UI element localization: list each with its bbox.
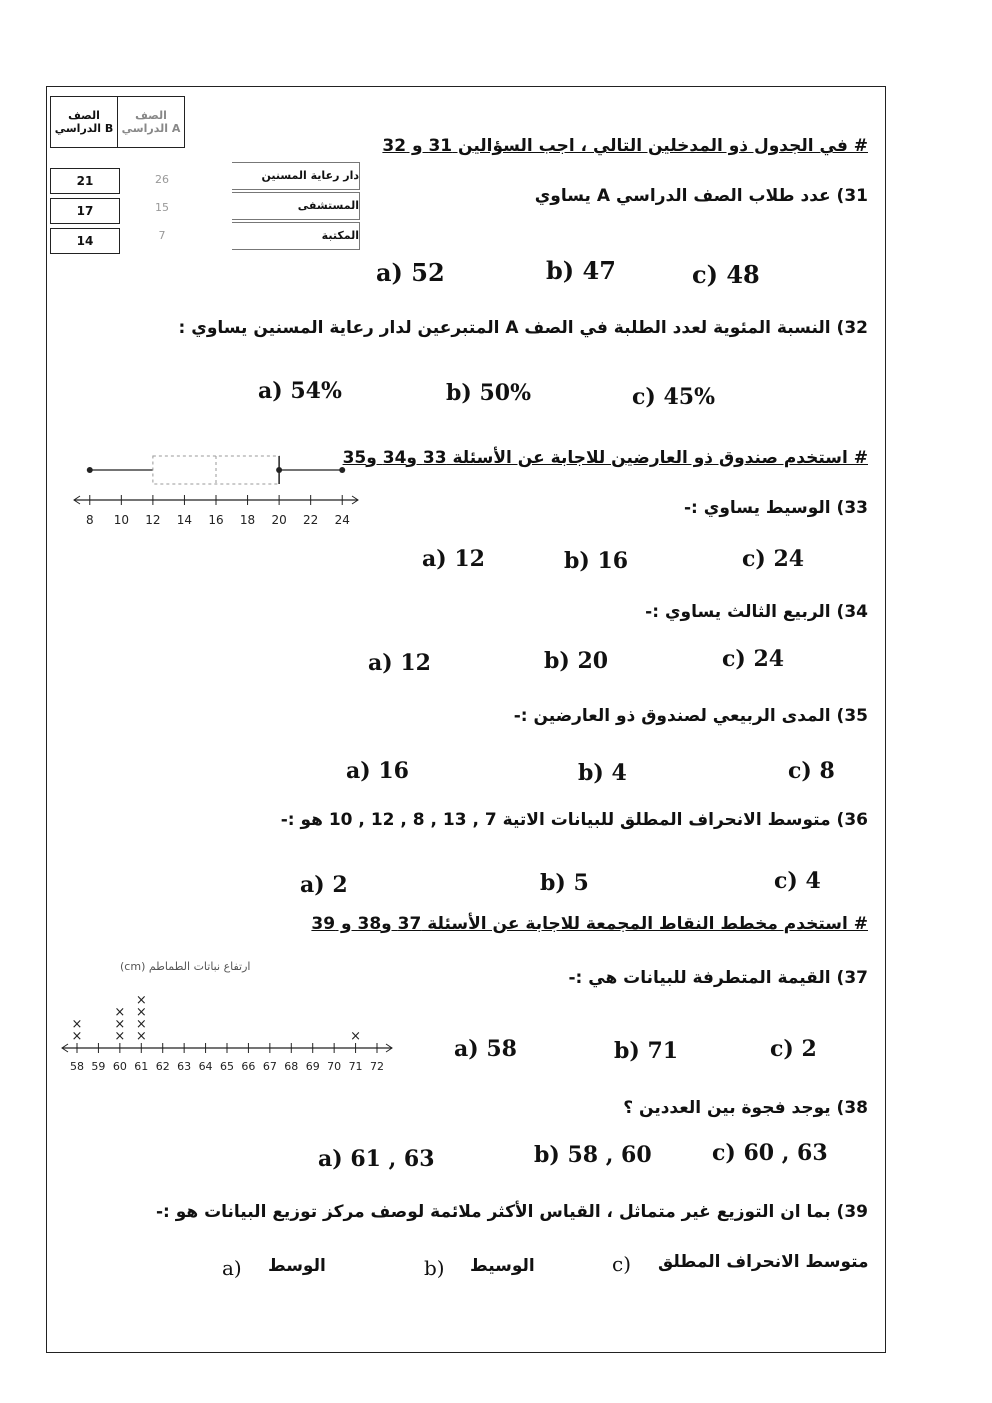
cell-b-1: 17 (50, 198, 120, 224)
table-row-labels (232, 162, 360, 250)
cell-a-0: 26 (155, 173, 169, 186)
row-label-1: المستشفى (232, 192, 360, 220)
col-header-b: الصف الدراسي B (51, 97, 118, 148)
q39-option-b-text[interactable]: الوسيط (470, 1256, 535, 1276)
dotplot-tick-label: 69 (305, 1060, 320, 1073)
dotplot-tick-label: 58 (70, 1060, 84, 1073)
q39-option-b-letter[interactable]: b) (424, 1256, 445, 1280)
q37-option-b[interactable]: b) 71 (614, 1038, 679, 1064)
q31-option-a[interactable]: a) 52 (376, 258, 445, 287)
dotplot-tick-label: 67 (262, 1060, 277, 1073)
dotplot-x-mark: × (71, 1017, 83, 1032)
boxplot-tick-label: 24 (334, 513, 350, 527)
q36-option-a[interactable]: a) 2 (300, 872, 348, 898)
dotplot-x-mark: × (135, 1005, 147, 1020)
section-header-37-39: # استخدم مخطط النقاط المجمعة للاجابة عن الأسئلة 37 و38 و 39 (311, 914, 868, 934)
section-header-31-32: # في الجدول ذو المدخلين التالي ، اجب السؤالين 31 و 32 (382, 136, 868, 156)
dotplot-tick-label: 71 (348, 1060, 363, 1073)
question-33: 33) الوسيط يساوي :- (684, 498, 868, 518)
boxplot-min-point (87, 467, 93, 473)
q34-option-a[interactable]: a) 12 (368, 650, 431, 676)
row-label-2: المكتبة (232, 222, 360, 250)
boxplot-tick-label: 8 (85, 513, 94, 527)
q33-option-c[interactable]: c) 24 (742, 546, 805, 572)
table-cells-b (50, 168, 120, 254)
row-label-0: دار رعاية المسنين (232, 162, 360, 190)
boxplot-max-point (339, 467, 345, 473)
boxplot-tick-label: 18 (239, 513, 256, 527)
dotplot-x-mark: × (135, 1017, 147, 1032)
cell-b-0: 21 (50, 168, 120, 194)
q38-option-a[interactable]: a) 61 , 63 (318, 1146, 435, 1172)
dotplot-x-mark: × (135, 993, 147, 1008)
boxplot-tick-label: 22 (303, 513, 319, 527)
q32-option-a[interactable]: a) 54% (258, 378, 342, 404)
dotplot-tick-label: 70 (327, 1060, 342, 1073)
q33-option-b[interactable]: b) 16 (564, 548, 629, 574)
cell-a-1: 15 (155, 201, 169, 214)
question-38: 38) يوجد فجوة بين العددين ؟ (623, 1098, 868, 1118)
box-plot (66, 448, 366, 538)
cell-a-2: 7 (158, 229, 166, 242)
q37-option-c[interactable]: c) 2 (770, 1036, 817, 1062)
question-31: 31) عدد طلاب الصف الدراسي A يساوي (534, 186, 868, 206)
boxplot-tick-label: 16 (208, 513, 224, 527)
dotplot-tick-label: 68 (284, 1060, 299, 1073)
q39-option-c-text[interactable]: متوسط الانحراف المطلق (658, 1252, 869, 1272)
boxplot-q3-point (276, 467, 282, 473)
dotplot-tick-label: 72 (370, 1060, 384, 1073)
q32-option-c[interactable]: c) 45% (632, 384, 715, 410)
dotplot-tick-label: 65 (220, 1060, 234, 1073)
dotplot-tick-label: 66 (241, 1060, 256, 1073)
q33-option-a[interactable]: a) 12 (422, 546, 485, 572)
section-header-33-35: # استخدم صندوق ذو العارضين للاجابة عن الأسئلة 33 و34 و35 (342, 448, 868, 468)
question-35: 35) المدى الربيعي لصندوق ذو العارضين :- (513, 706, 868, 726)
table-cells-a (122, 168, 202, 251)
q34-option-b[interactable]: b) 20 (544, 648, 609, 674)
q39-option-a-text[interactable]: الوسط (268, 1256, 326, 1276)
q39-option-a-letter[interactable]: a) (222, 1256, 242, 1280)
dotplot-tick-label: 59 (91, 1060, 106, 1073)
q36-option-c[interactable]: c) 4 (774, 868, 821, 894)
q32-option-b[interactable]: b) 50% (446, 380, 531, 406)
q35-option-b[interactable]: b) 4 (578, 760, 627, 786)
boxplot-tick-label: 20 (271, 513, 287, 527)
cell-b-2: 14 (50, 228, 120, 254)
dotplot-tick-label: 62 (155, 1060, 170, 1073)
question-32: 32) النسبة المئوية لعدد الطلبة في الصف A المتبرعين لدار رعاية المسنين يساوي : (178, 318, 868, 338)
question-34: 34) الربيع الثالث يساوي :- (645, 602, 868, 622)
dotplot-tick-label: 63 (177, 1060, 192, 1073)
dotplot-x-mark: × (350, 1029, 362, 1044)
two-way-table (50, 96, 185, 148)
q35-option-c[interactable]: c) 8 (788, 758, 835, 784)
dotplot-x-mark: × (114, 1005, 126, 1020)
question-39: 39) بما ان التوزيع غير متماثل ، القياس الأكثر ملائمة لوصف مركز توزيع البيانات هو :- (155, 1202, 868, 1222)
question-36: 36) متوسط الانحراف المطلق للبيانات الاتية 7 , 13 , 8 , 12 , 10 هو :- (280, 810, 868, 830)
dot-plot-title: ارتفاع نباتات الطماطم (cm) (120, 960, 251, 973)
q35-option-a[interactable]: a) 16 (346, 758, 409, 784)
boxplot-tick-label: 10 (113, 513, 129, 527)
q38-option-b[interactable]: b) 58 , 60 (534, 1142, 652, 1168)
q34-option-c[interactable]: c) 24 (722, 646, 785, 672)
q31-option-c[interactable]: c) 48 (692, 260, 760, 289)
dotplot-tick-label: 61 (134, 1060, 149, 1073)
question-37: 37) القيمة المتطرفة للبيانات هي :- (568, 968, 868, 988)
q37-option-a[interactable]: a) 58 (454, 1036, 517, 1062)
dotplot-tick-label: 64 (198, 1060, 213, 1073)
boxplot-tick-label: 12 (145, 513, 161, 527)
dotplot-x-mark: × (135, 1029, 147, 1044)
q39-option-c-letter[interactable]: c) (612, 1252, 632, 1276)
dot-plot (58, 974, 398, 1078)
q38-option-c[interactable]: c) 60 , 63 (712, 1140, 828, 1166)
q31-option-b[interactable]: b) 47 (546, 256, 616, 285)
boxplot-tick-label: 14 (176, 513, 193, 527)
dotplot-x-mark: × (114, 1017, 126, 1032)
col-header-a: الصف الدراسي A (118, 97, 185, 148)
dotplot-x-mark: × (71, 1029, 83, 1044)
dotplot-x-mark: × (114, 1029, 126, 1044)
q36-option-b[interactable]: b) 5 (540, 870, 589, 896)
dotplot-tick-label: 60 (112, 1060, 127, 1073)
